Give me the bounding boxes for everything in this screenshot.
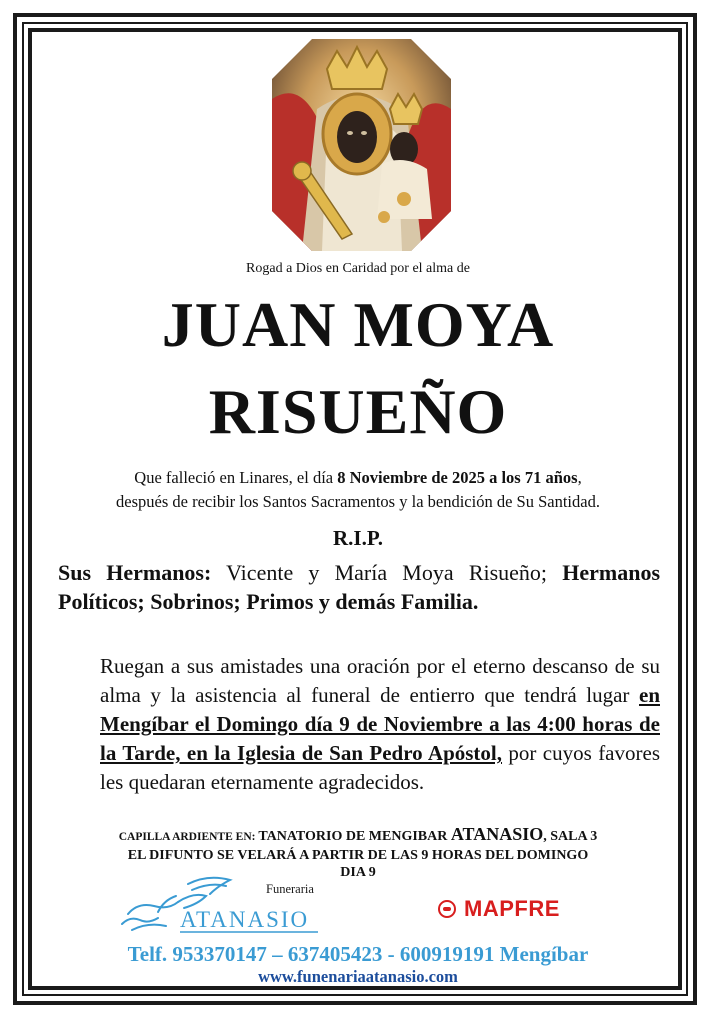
death-text: Que falleció en Linares, el día — [134, 468, 338, 487]
siblings-label: Sus Hermanos: — [58, 560, 212, 585]
wake-time: EL DIFUNTO SE VELARÁ A PARTIR DE LAS 9 HORAS DEL DOMINGO — [127, 847, 589, 863]
deceased-name-line2: RISUEÑO — [208, 376, 508, 447]
mapfre-icon — [438, 900, 456, 918]
funeral-details: en Mengíbar el Domingo día 9 de Noviembre a las 4:00 horas de la Tarde, en la Iglesia de San Pedro Apóstol, — [100, 683, 660, 765]
chapel-label: CAPILLA ARDIENTE EN: — [118, 831, 259, 843]
intro-text: Rogad a Dios en Caridad por el alma de — [246, 261, 470, 276]
chapel-brand: ATANASIO — [450, 824, 544, 844]
website-link[interactable]: www.funenariaatanasio.com — [258, 967, 458, 986]
mapfre-logo — [438, 896, 560, 922]
logo-subtitle: Funeraria — [266, 882, 314, 896]
mapfre-name: MAPFRE — [464, 896, 560, 921]
wake-day: DIA 9 — [340, 865, 376, 880]
death-announcement — [40, 466, 676, 514]
death-date-age: 8 Noviembre de 2025 a los 71 años — [337, 468, 578, 487]
other-relatives: Hermanos Políticos; Sobrinos; Primos y demás Familia. — [58, 560, 661, 614]
prayer-closing: por cuyos favores les quedaran eternamente agradecidos. — [100, 741, 660, 794]
phone-numbers: Telf. 953370147 – 637405423 - 600919191 Mengíbar — [127, 942, 589, 966]
funeraria-atanasio-logo — [118, 872, 324, 936]
prayer-paragraph — [100, 652, 660, 797]
rip-heading: R.I.P. — [333, 526, 383, 550]
siblings-names: Vicente y María Moya Risueño; — [211, 560, 548, 585]
chapel-room: , SALA 3 — [543, 829, 598, 844]
family-paragraph — [58, 558, 660, 616]
sacraments-text: después de recibir los Santos Sacramentos y la bendición de Su Santidad. — [116, 492, 600, 511]
deceased-name-line1: JUAN MOYA — [161, 289, 555, 360]
logo-name: ATANASIO — [180, 907, 310, 932]
death-comma: , — [577, 468, 582, 487]
chapel-place: TANATORIO DE MENGIBAR — [258, 829, 451, 844]
prayer-intro: Ruegan a sus amistades una oración por el eterno descanso de su alma y la asistencia al funeral de entierro que tendrá lugar — [100, 654, 660, 707]
virgin-portrait-image — [272, 39, 451, 251]
